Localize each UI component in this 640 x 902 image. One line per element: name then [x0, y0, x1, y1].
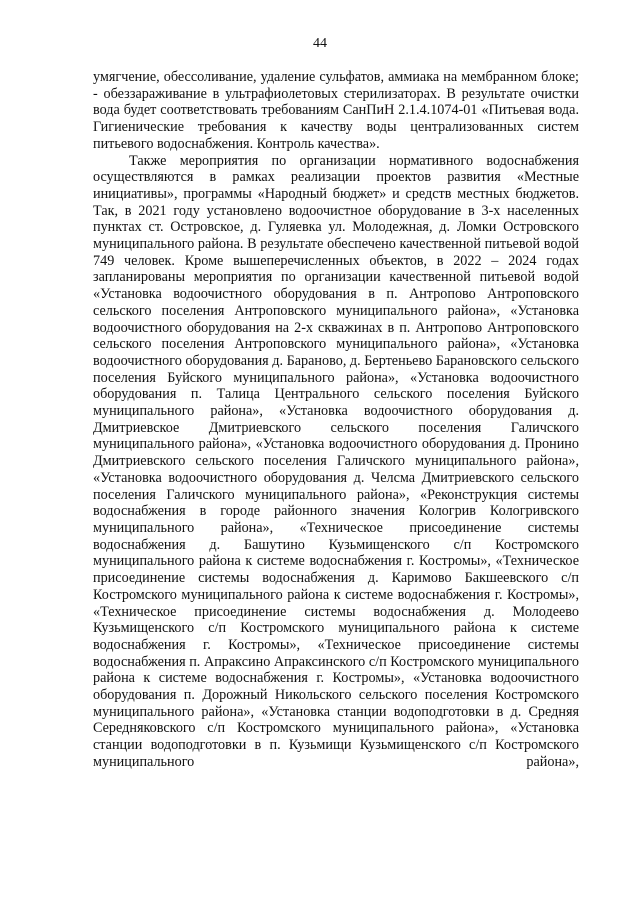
- page-number: 44: [313, 36, 327, 51]
- document-body: [93, 69, 579, 771]
- paragraph-treatment-result: умягчение, обессоливание, удаление сульфатов, аммиака на мембранном блоке; - обеззараживание в ультрафиолетовых стерилизаторах. В результате очистки вода будет соответствовать требованиям СанПиН 2.1.4.1074-01 «Питьевая вода. Гигиенические требования к качеству воды централизованных систем питьевого водоснабжения. Контроль качества».: [93, 69, 579, 152]
- paragraph-water-supply-measures: Также мероприятия по организации нормативного водоснабжения осуществляются в рамках реализации проектов развития «Местные инициативы», программы «Народный бюджет» и средств местных бюджетов. Так, в 2021 году установлено водоочистное оборудование в 3-х населенных пунктах ст. Островское, д. Гуляевка ул. Молодежная, д. Ломки Островского муниципального района. В результате обеспечено качественной питьевой водой 749 человек. Кроме вышеперечисленных объектов, в 2022 – 2024 годах запланированы мероприятия по организации качественной питьевой водой «Установка водоочистного оборудования в п. Антропово Антроповского сельского поселения Антроповского муниципального района», «Установка водоочистного оборудования на 2-х скважинах в п. Антропово Антроповского сельского поселения Антроповского муниципального района», «Установка водоочистного оборудования д. Бараново, д. Бертеньево Барановского сельского поселения Буйского муниципального района», «Установка водоочистного оборудования п. Талица Центрального сельского поселения Буйского муниципального района», «Установка водоочистного оборудования д. Дмитриевское Дмитриевского сельского поселения Галичского муниципального района», «Установка водоочистного оборудования д. Пронино Дмитриевского сельского поселения Галичского муниципального района», «Установка водоочистного оборудования д. Челсма Дмитриевского сельского поселения Галичского муниципального района», «Реконструкция системы водоснабжения в городе районного значения Кологрив Кологривского муниципального района», «Техническое присоединение системы водоснабжения д. Башутино Кузьмищенского с/п Костромского муниципального района к системе водоснабжения г. Костромы», «Техническое присоединение системы водоснабжения д. Каримово Бакшеевского с/п Костромского муниципального района к системе водоснабжения г. Костромы», «Техническое присоединение системы водоснабжения д. Молодеево Кузьмищенского с/п Костромского муниципального района к системе водоснабжения г. Костромы», «Техническое присоединение системы водоснабжения п. Апраксино Апраксинского с/п Костромского муниципального района к системе водоснабжения г. Костромы», «Установка водоочистного оборудования п. Дорожный Никольского сельского поселения Костромского муниципального района», «Установка станции водоподготовки в д. Средняя Середняковского с/п Костромского муниципального района», «Установка станции водоподготовки в п. Кузьмищи Кузьмищенского с/п Костромского муниципального района»,: [93, 152, 579, 770]
